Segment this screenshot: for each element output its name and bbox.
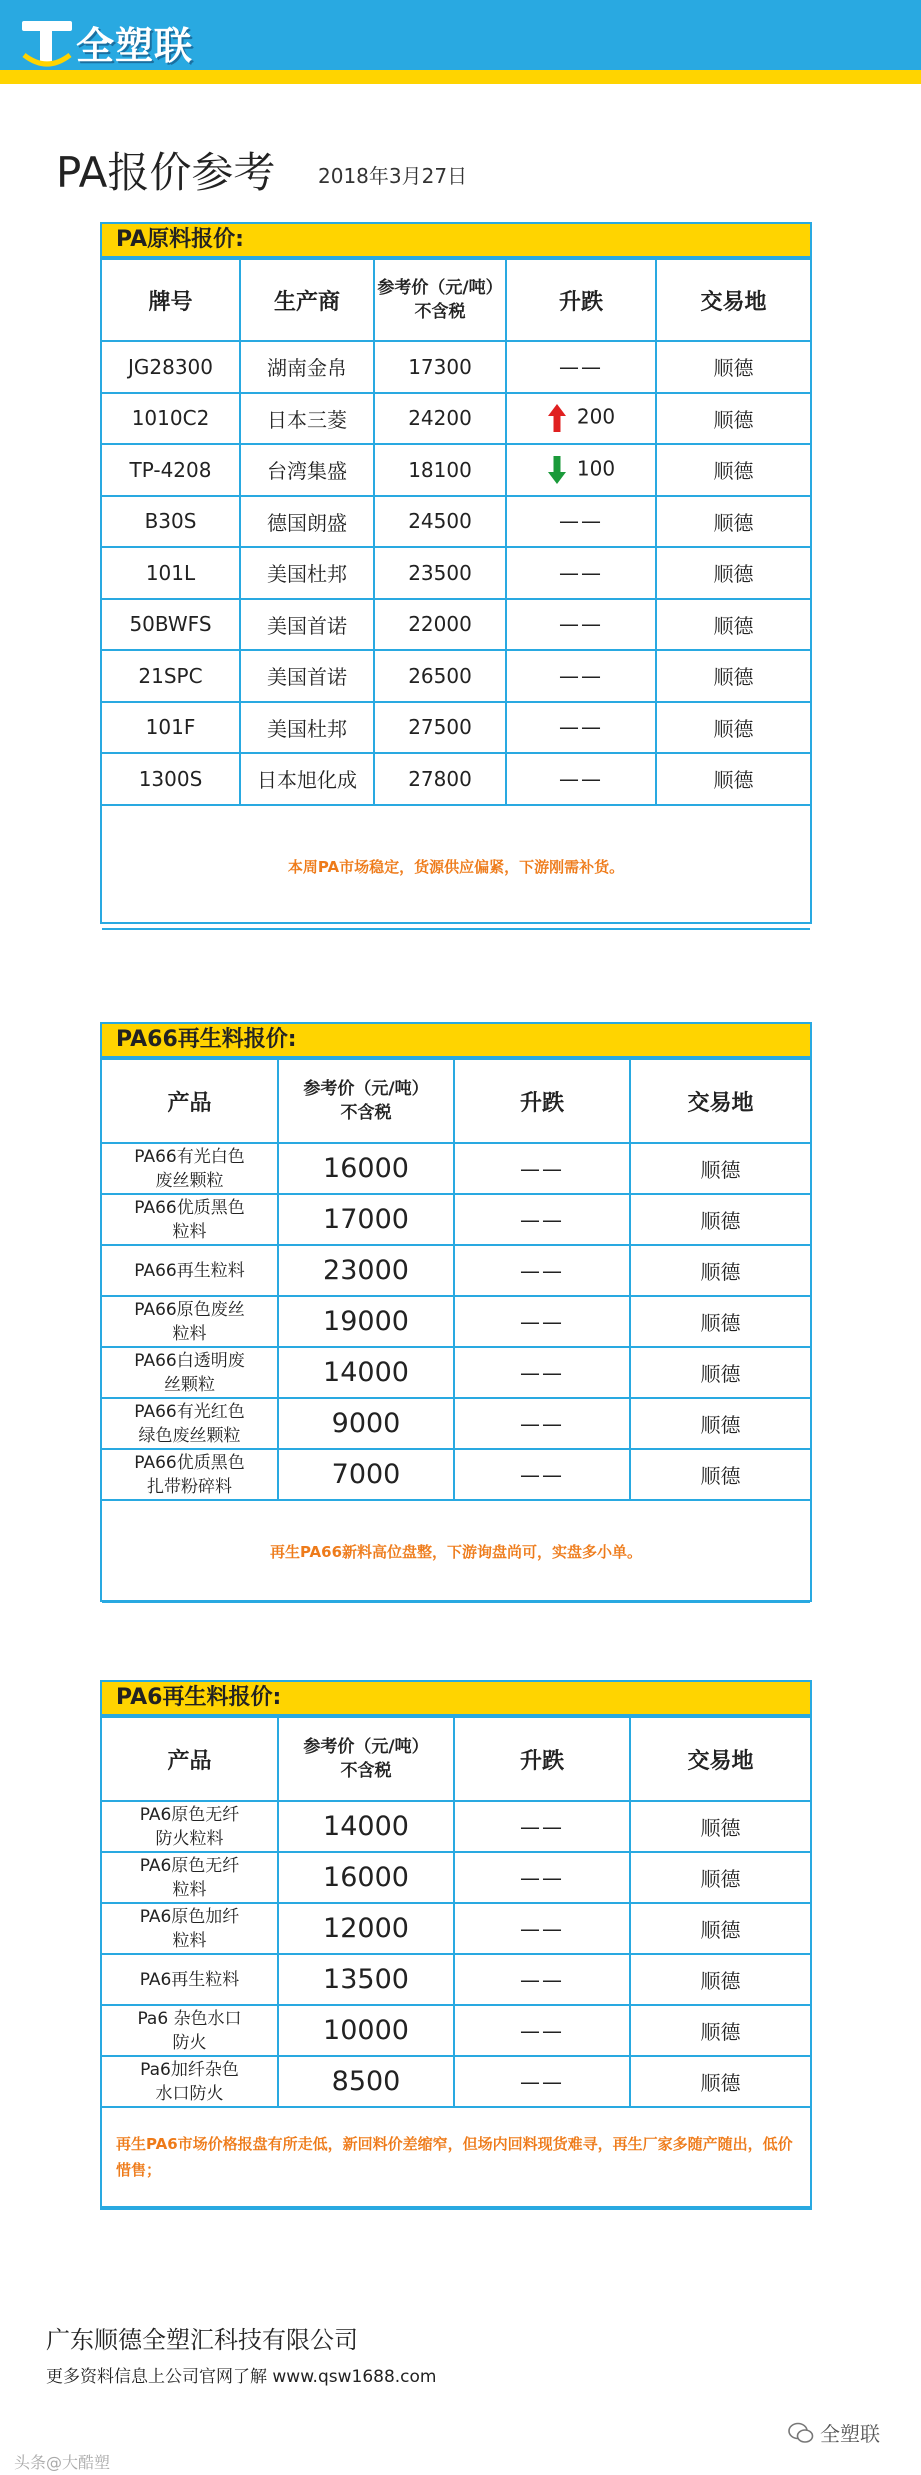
- watermark-text: 头条@大酷塑: [14, 2453, 111, 2472]
- header-bar: [0, 0, 921, 84]
- logo-icon: [20, 15, 74, 69]
- pa-raw-table: [102, 258, 810, 930]
- change-value: ——: [559, 612, 603, 637]
- cell-product: Pa6加纤杂色水口防火: [102, 2056, 278, 2107]
- cell-change: ——: [454, 1245, 630, 1296]
- cell-price: 13500: [278, 1954, 454, 2005]
- col-change: 升跌: [454, 1059, 630, 1143]
- pa6-section: [100, 1680, 812, 2210]
- cell-grade: 21SPC: [102, 650, 240, 702]
- cell-product: PA66有光白色废丝颗粒: [102, 1143, 278, 1194]
- cell-price: 18100: [374, 444, 506, 496]
- cell-product: PA66原色废丝粒料: [102, 1296, 278, 1347]
- cell-price: 24500: [374, 496, 506, 548]
- cell-price: 12000: [278, 1903, 454, 1954]
- cell-grade: 1010C2: [102, 393, 240, 445]
- cell-place: 顺德: [656, 702, 810, 754]
- market-note: 再生PA66新料高位盘整，下游询盘尚可，实盘多小单。: [102, 1500, 810, 1602]
- cell-maker: 日本旭化成: [240, 753, 374, 805]
- market-note: 再生PA6市场价格报盘有所走低，新回料价差缩窄，但场内回料现货难寻，再生厂家多随产随出，低价惜售；: [102, 2107, 810, 2207]
- cell-maker: 美国首诺: [240, 650, 374, 702]
- cell-change: ——: [454, 1954, 630, 2005]
- cell-grade: TP-4208: [102, 444, 240, 496]
- cell-place: 顺德: [656, 444, 810, 496]
- table-row: [102, 547, 810, 599]
- cell-place: 顺德: [656, 599, 810, 651]
- col-change: 升跌: [506, 259, 656, 341]
- cell-product: PA66白透明废丝颗粒: [102, 1347, 278, 1398]
- table-row: [102, 1398, 810, 1449]
- cell-price: 7000: [278, 1449, 454, 1500]
- col-product: 产品: [102, 1717, 278, 1801]
- cell-product: PA6原色无纤粒料: [102, 1852, 278, 1903]
- cell-place: 顺德: [630, 1449, 810, 1500]
- cell-place: 顺德: [630, 2056, 810, 2107]
- cell-place: 顺德: [630, 1347, 810, 1398]
- section-heading: PA66再生料报价:: [102, 1024, 810, 1058]
- cell-price: 17300: [374, 341, 506, 393]
- col-maker: 生产商: [240, 259, 374, 341]
- cell-place: 顺德: [656, 393, 810, 445]
- col-place: 交易地: [656, 259, 810, 341]
- cell-price: 24200: [374, 393, 506, 445]
- page-title: PA报价参考: [56, 148, 276, 197]
- cell-place: 顺德: [656, 341, 810, 393]
- cell-maker: 日本三菱: [240, 393, 374, 445]
- cell-change: [506, 496, 656, 548]
- cell-grade: JG28300: [102, 341, 240, 393]
- table-row: [102, 2005, 810, 2056]
- cell-change: ——: [454, 1449, 630, 1500]
- cell-change: ——: [454, 1296, 630, 1347]
- cell-place: 顺德: [630, 1801, 810, 1852]
- col-place: 交易地: [630, 1059, 810, 1143]
- section-heading: PA6再生料报价:: [102, 1682, 810, 1716]
- cell-product: PA6原色无纤防火粒料: [102, 1801, 278, 1852]
- cell-maker: 湖南金帛: [240, 341, 374, 393]
- cell-price: 17000: [278, 1194, 454, 1245]
- cell-price: 8500: [278, 2056, 454, 2107]
- table-row: [102, 753, 810, 805]
- cell-change: ——: [454, 1194, 630, 1245]
- table-row: [102, 1801, 810, 1852]
- col-price: 参考价（元/吨） 不含税: [374, 259, 506, 341]
- cell-place: 顺德: [630, 1852, 810, 1903]
- cell-grade: 101L: [102, 547, 240, 599]
- pa66-section: [100, 1022, 812, 1602]
- cell-change: [506, 650, 656, 702]
- cell-change: [506, 444, 656, 496]
- cell-place: 顺德: [630, 2005, 810, 2056]
- page-date: 2018年3月27日: [318, 164, 468, 188]
- logo-text: 全塑联: [76, 23, 194, 68]
- table-row: [102, 1852, 810, 1903]
- cell-product: PA66优质黑色粒料: [102, 1194, 278, 1245]
- cell-place: 顺德: [656, 650, 810, 702]
- cell-grade: 101F: [102, 702, 240, 754]
- change-value: ——: [559, 715, 603, 740]
- cell-product: PA6原色加纤粒料: [102, 1903, 278, 1954]
- cell-change: ——: [454, 1143, 630, 1194]
- cell-change: [506, 702, 656, 754]
- cell-maker: 台湾集盛: [240, 444, 374, 496]
- cell-place: 顺德: [630, 1245, 810, 1296]
- change-value: ——: [559, 663, 603, 688]
- cell-product: PA6再生粒料: [102, 1954, 278, 2005]
- col-product: 产品: [102, 1059, 278, 1143]
- cell-price: 19000: [278, 1296, 454, 1347]
- col-grade: 牌号: [102, 259, 240, 341]
- arrow-down-icon: [547, 455, 567, 485]
- table-row: [102, 393, 810, 445]
- cell-maker: 美国杜邦: [240, 702, 374, 754]
- table-row: [102, 1143, 810, 1194]
- brand-logo[interactable]: [20, 12, 193, 72]
- cell-product: PA66有光红色绿色废丝颗粒: [102, 1398, 278, 1449]
- section-heading: PA原料报价:: [102, 224, 810, 258]
- cell-change: ——: [454, 1903, 630, 1954]
- cell-product: PA66再生粒料: [102, 1245, 278, 1296]
- cell-product: PA66优质黑色扎带粉碎料: [102, 1449, 278, 1500]
- cell-price: 16000: [278, 1852, 454, 1903]
- cell-maker: 美国杜邦: [240, 547, 374, 599]
- cell-change: [506, 341, 656, 393]
- table-row: [102, 444, 810, 496]
- table-row: [102, 1194, 810, 1245]
- table-row: [102, 1449, 810, 1500]
- cell-place: 顺德: [630, 1296, 810, 1347]
- cell-price: 23000: [278, 1245, 454, 1296]
- col-change: 升跌: [454, 1717, 630, 1801]
- cell-place: 顺德: [630, 1903, 810, 1954]
- cell-price: 14000: [278, 1801, 454, 1852]
- pa-raw-section: [100, 222, 812, 924]
- table-row: [102, 341, 810, 393]
- footer-company: 广东顺德全塑汇科技有限公司: [46, 2326, 358, 2354]
- cell-place: 顺德: [630, 1398, 810, 1449]
- cell-change: ——: [454, 2005, 630, 2056]
- cell-grade: 1300S: [102, 753, 240, 805]
- cell-place: 顺德: [656, 547, 810, 599]
- table-row: [102, 650, 810, 702]
- col-price: 参考价（元/吨） 不含税: [278, 1059, 454, 1143]
- cell-change: [506, 547, 656, 599]
- cell-price: 14000: [278, 1347, 454, 1398]
- footer-brand: 全塑联: [788, 2418, 880, 2447]
- cell-price: 26500: [374, 650, 506, 702]
- cell-change: ——: [454, 1852, 630, 1903]
- cell-price: 16000: [278, 1143, 454, 1194]
- change-value: ——: [559, 560, 603, 585]
- footer-website[interactable]: 更多资料信息上公司官网了解 www.qsw1688.com: [46, 2367, 437, 2387]
- cell-price: 10000: [278, 2005, 454, 2056]
- col-price: 参考价（元/吨） 不含税: [278, 1717, 454, 1801]
- cell-price: 27500: [374, 702, 506, 754]
- table-row: [102, 599, 810, 651]
- table-row: [102, 1296, 810, 1347]
- cell-place: 顺德: [630, 1194, 810, 1245]
- change-value: ——: [559, 354, 603, 379]
- pa66-table: [102, 1058, 810, 1603]
- cell-maker: 德国朗盛: [240, 496, 374, 548]
- col-place: 交易地: [630, 1717, 810, 1801]
- cell-place: 顺德: [630, 1954, 810, 2005]
- cell-place: 顺德: [630, 1143, 810, 1194]
- cell-change: [506, 753, 656, 805]
- cell-change: ——: [454, 1801, 630, 1852]
- wechat-icon: [788, 2422, 814, 2444]
- cell-place: 顺德: [656, 496, 810, 548]
- table-row: [102, 2056, 810, 2107]
- change-value: 200: [576, 404, 616, 429]
- cell-change: [506, 599, 656, 651]
- header-stripe: [0, 70, 921, 84]
- cell-price: 22000: [374, 599, 506, 651]
- table-row: [102, 496, 810, 548]
- cell-price: 9000: [278, 1398, 454, 1449]
- cell-change: ——: [454, 1398, 630, 1449]
- cell-change: ——: [454, 1347, 630, 1398]
- table-row: [102, 1245, 810, 1296]
- change-value: ——: [559, 766, 603, 791]
- cell-product: Pa6 杂色水口防火: [102, 2005, 278, 2056]
- cell-grade: 50BWFS: [102, 599, 240, 651]
- cell-place: 顺德: [656, 753, 810, 805]
- table-row: [102, 1903, 810, 1954]
- cell-change: [506, 393, 656, 445]
- cell-maker: 美国首诺: [240, 599, 374, 651]
- market-note: 本周PA市场稳定，货源供应偏紧，下游刚需补货。: [102, 805, 810, 929]
- table-row: [102, 1347, 810, 1398]
- cell-price: 23500: [374, 547, 506, 599]
- arrow-up-icon: [547, 403, 567, 433]
- table-row: [102, 1954, 810, 2005]
- change-value: ——: [559, 509, 603, 534]
- change-value: 100: [576, 456, 616, 481]
- pa6-table: [102, 1716, 810, 2208]
- cell-price: 27800: [374, 753, 506, 805]
- cell-grade: B30S: [102, 496, 240, 548]
- table-row: [102, 702, 810, 754]
- cell-change: ——: [454, 2056, 630, 2107]
